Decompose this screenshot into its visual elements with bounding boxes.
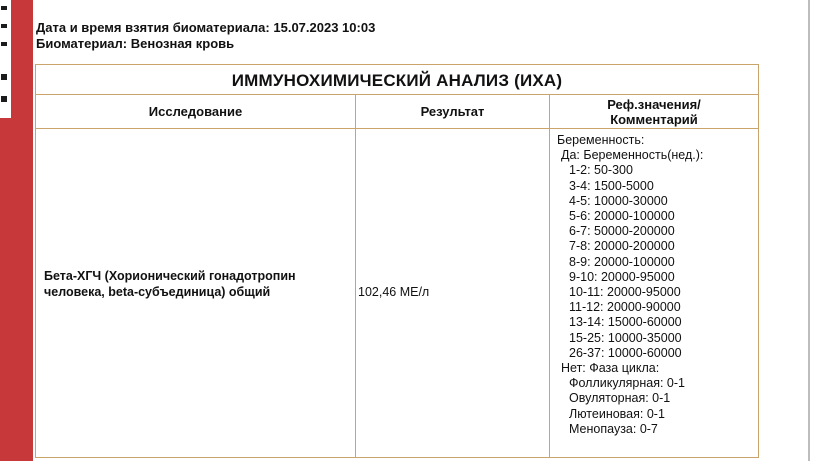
cycle-phase: Менопауза: 0-7 [569, 421, 658, 436]
week-range: 1-2: 50-300 [569, 163, 633, 178]
sample-info [36, 20, 375, 52]
page-edge [808, 0, 810, 461]
column-divider [549, 94, 550, 457]
week-range: 3-4: 1500-5000 [569, 178, 654, 193]
tab-mark [1, 74, 7, 80]
datetime-line [36, 20, 375, 36]
datetime-value: 15.07.2023 10:03 [273, 20, 376, 35]
cycle-phase: Овуляторная: 0-1 [569, 391, 671, 406]
week-range: 5-6: 20000-100000 [569, 209, 675, 224]
tab-mark [1, 6, 7, 10]
week-range: 8-9: 20000-100000 [569, 254, 675, 269]
week-range: 6-7: 50000-200000 [569, 224, 675, 239]
pregnancy-title: Беременность: [557, 133, 645, 147]
week-range: 9-10: 20000-95000 [569, 269, 675, 284]
week-range: 7-8: 20000-200000 [569, 239, 675, 254]
column-header-result: Результат [420, 104, 485, 119]
reference-values [557, 133, 703, 437]
column-header-test: Исследование [148, 104, 243, 119]
section-title: ИММУНОХИМИЧЕСКИЙ АНАЛИЗ (ИХА) [36, 65, 758, 95]
tab-mark [1, 24, 7, 28]
week-range: 13-14: 15000-60000 [569, 315, 682, 330]
week-range: 26-37: 10000-60000 [569, 345, 682, 360]
biomaterial-line [36, 36, 375, 52]
week-range: 11-12: 20000-90000 [569, 300, 681, 315]
datetime-label: Дата и время взятия биоматериала: [36, 20, 270, 35]
test-name: Бета-ХГЧ (Хорионический гонадотропин человека, beta-субъединица) общий [44, 269, 296, 299]
tab-mark [1, 96, 7, 102]
left-red-strip [0, 0, 33, 461]
tab-mark [1, 42, 7, 46]
week-range: 4-5: 10000-30000 [569, 193, 668, 208]
test-result: 102,46 МЕ/л [358, 285, 430, 299]
left-white-tab [0, 0, 11, 118]
header-divider [36, 128, 758, 129]
column-divider [355, 94, 356, 457]
results-table [35, 64, 759, 458]
week-range: 10-11: 20000-95000 [569, 285, 681, 300]
not-pregnant-title: Нет: Фаза цикла: [561, 361, 660, 376]
week-range: 15-25: 10000-35000 [569, 330, 682, 345]
cycle-phase: Лютеиновая: 0-1 [569, 406, 665, 421]
biomaterial-label: Биоматериал: [36, 36, 128, 51]
biomaterial-value: Венозная кровь [130, 36, 235, 51]
pregnant-title: Да: Беременность(нед.): [561, 148, 704, 163]
column-header-reference: Реф.значения/ Комментарий [607, 96, 701, 127]
cycle-phase: Фолликулярная: 0-1 [569, 376, 685, 391]
